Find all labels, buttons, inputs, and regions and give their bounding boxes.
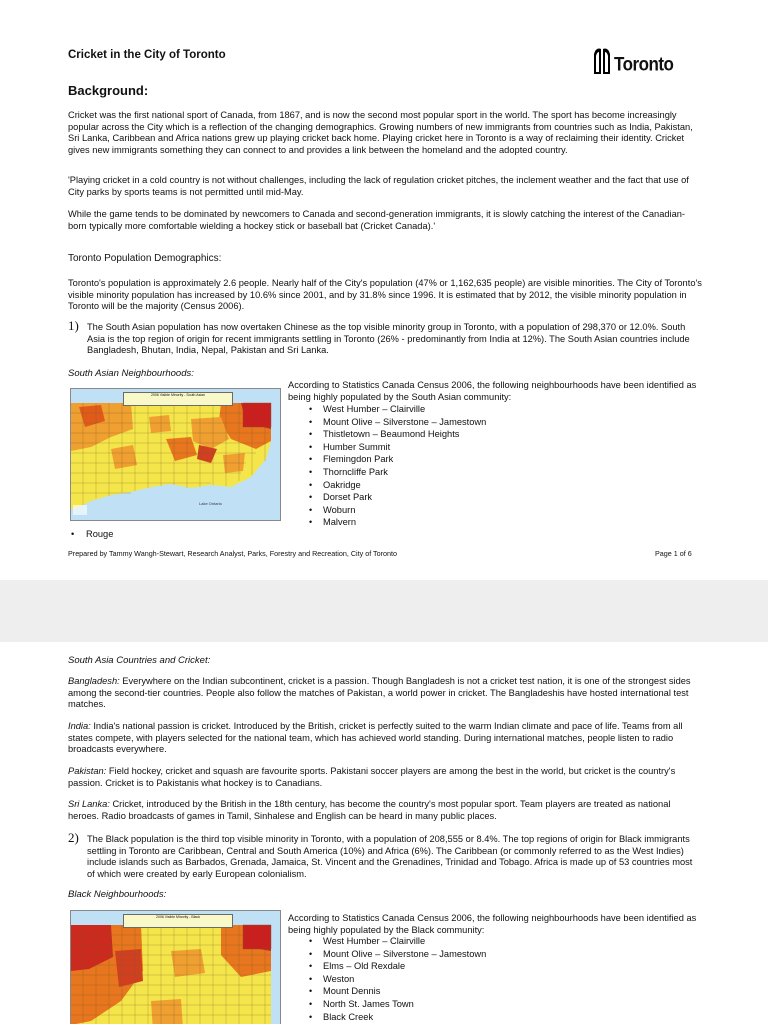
south-asian-map-graphic bbox=[71, 389, 280, 520]
list-item: • West Humber – Clairville bbox=[306, 403, 486, 416]
toronto-logo bbox=[593, 42, 703, 74]
paragraph-intro: Cricket was the first national sport of Canada, from 1867, and is now the second most popular sport in the world. The sport has become increasingly popular across the City which is a reflection of the changing demographics. Growing numbers of new immigrants from countries such as India, Pakistan, Sri Lanka, Caribbean and Africa nations grew up playing cricket back home. Playing cricket here in Toronto is a way of reclaiming their identity. Cricket gives new immigrants something they can connect to and provides a link between the homeland and the adopted country. bbox=[68, 110, 693, 155]
black-intro: According to Statistics Canada Census 2006, the following neighbourhoods have been identified as being highly populated by the Black community: bbox=[288, 913, 697, 935]
list-item: • Thorncliffe Park bbox=[306, 466, 486, 479]
country-label: Pakistan: bbox=[68, 766, 107, 776]
country-text: Field hockey, cricket and squash are favourite sports. Pakistani soccer players are among the best in the world, but cricket is the country's passion. Cricket is to Pakistanis what hockey is to Canadians. bbox=[68, 766, 676, 788]
country-label: India: bbox=[68, 721, 91, 731]
south-asian-neighbourhood-list bbox=[306, 403, 486, 529]
footer-credit: Prepared by Tammy Wangh-Stewart, Research Analyst, Parks, Forestry and Recreation, City of Toronto bbox=[68, 549, 398, 558]
map-title: 2006 Visible Minority - South Asian bbox=[123, 392, 233, 406]
demographics-heading: Toronto Population Demographics: bbox=[68, 253, 222, 264]
country-label: Sri Lanka: bbox=[68, 799, 110, 809]
black-neighbourhood-list bbox=[306, 935, 486, 1023]
list-item: • Malvern bbox=[306, 516, 486, 529]
south-asia-countries-heading: South Asia Countries and Cricket: bbox=[68, 655, 211, 666]
page-2 bbox=[0, 642, 768, 1024]
south-asian-intro: According to Statistics Canada Census 2006, the following neighbourhoods have been identified as being highly populated by the South Asian community: bbox=[288, 380, 697, 402]
map-title: 2006 Visible Minority - Black bbox=[123, 914, 233, 928]
paragraph-bangladesh bbox=[68, 676, 702, 711]
black-population-map bbox=[70, 910, 281, 1024]
item-south-asian bbox=[68, 318, 702, 357]
item-text: The Black population is the third top visible minority in Toronto, with a population of 208,555 or 8.4%. The top regions of origin for Black immigrants settling in Toronto are Caribbean, Central and South America (10%) and Africa (6%). The Caribbean (or commonly referred to as the West Indies) include islands such as Barbados, Grenada, Jamaica, St. Vincent and the Grenadines, Trinidad and Tobago. Africa is made up of 53 countries most of which were created by early European colonialism. bbox=[87, 834, 693, 879]
black-neighbourhoods-heading: Black Neighbourhoods: bbox=[68, 889, 167, 900]
item-text: The South Asian population has now overtaken Chinese as the top visible minority group in Toronto, with a population of 298,370 or 12.0%. South Asia is the top region of origin for recent immigrants settling in Toronto (26% - predominantly from India at 12%). The South Asian countries include Bangladesh, Bhutan, India, Nepal, Pakistan and Sri Lanka. bbox=[87, 322, 690, 355]
list-item: • Weston bbox=[306, 973, 486, 986]
paragraph-demographics: Toronto's population is approximately 2.6 people. Nearly half of the City's population (47% or 1,162,635 people) are visible minorities. The City of Toronto's visible minority population has increased by 10.6% since 2001, and by 31.8% since 1996. It is estimated that by 2012, the visible minority population in Toronto will be the majority (Census 2006). bbox=[68, 278, 702, 311]
list-item: • Oakridge bbox=[306, 479, 486, 492]
list-item: • Flemingdon Park bbox=[306, 453, 486, 466]
list-item-rouge: • Rouge bbox=[86, 529, 113, 539]
list-item: • Black Creek bbox=[306, 1011, 486, 1024]
list-item: • North St. James Town bbox=[306, 998, 486, 1011]
paragraph-quote-1: 'Playing cricket in a cold country is not without challenges, including the lack of regulation cricket pitches, the inclement weather and the fact that use of City parks by sports teams is not permitted until mid-May. bbox=[68, 175, 689, 197]
country-label: Bangladesh: bbox=[68, 676, 120, 686]
list-item: • Thistletown – Beaumond Heights bbox=[306, 428, 486, 441]
list-item: • Mount Dennis bbox=[306, 985, 486, 998]
item-black bbox=[68, 830, 702, 880]
list-item: • Dorset Park bbox=[306, 491, 486, 504]
country-text: India's national passion is cricket. Introduced by the British, cricket is perfectly suited to the warm Indian climate and pace of life. Teams from all states compete, with players selected for the national team, which has achieved world standing. During international matches, people listen to radio broadcasts everywhere. bbox=[68, 721, 683, 754]
south-asian-map bbox=[70, 388, 281, 521]
list-item: • West Humber – Clairville bbox=[306, 935, 486, 948]
paragraph-sri-lanka bbox=[68, 799, 702, 822]
list-item: • Mount Olive – Silverstone – Jamestown bbox=[306, 948, 486, 961]
list-item: • Humber Summit bbox=[306, 441, 486, 454]
list-item: • Woburn bbox=[306, 504, 486, 517]
paragraph-pakistan bbox=[68, 766, 702, 789]
paragraph-quote-2: While the game tends to be dominated by newcomers to Canada and second-generation immigrants, it is slowly catching the interest of the Canadian-born typically more comfortable wielding a hockey stick or baseball bat (Cricket Canada).' bbox=[68, 209, 686, 231]
south-asian-neighbourhoods-heading: South Asian Neighbourhoods: bbox=[68, 368, 194, 379]
paragraph-india bbox=[68, 721, 702, 756]
logo-wordmark: Toronto bbox=[614, 53, 674, 76]
background-heading: Background: bbox=[68, 83, 149, 98]
country-text: Cricket, introduced by the British in the 18th century, has become the country's most popular sport. Team players are treated as national heroes. Radio broadcasts of games in Tamil, Sinhalese and English can be heard in many public places. bbox=[68, 799, 671, 821]
document-title: Cricket in the City of Toronto bbox=[68, 49, 226, 61]
item-number: 2) bbox=[68, 830, 79, 845]
item-number: 1) bbox=[68, 318, 79, 333]
map-lake-label: Lake Ontario bbox=[199, 501, 222, 506]
list-item: • Mount Olive – Silverstone – Jamestown bbox=[306, 416, 486, 429]
page-separator bbox=[0, 580, 768, 642]
city-hall-icon bbox=[593, 46, 611, 74]
list-item: • Elms – Old Rexdale bbox=[306, 960, 486, 973]
country-text: Everywhere on the Indian subcontinent, cricket is a passion. Though Bangladesh is not a cricket test nation, it is one of the strongest sides among the second-tier countries. People also follow the matches of Pakistan, a world power in cricket. The Bangladeshis have hosted international test matches. bbox=[68, 676, 691, 709]
page-number: Page 1 of 6 bbox=[655, 549, 692, 558]
